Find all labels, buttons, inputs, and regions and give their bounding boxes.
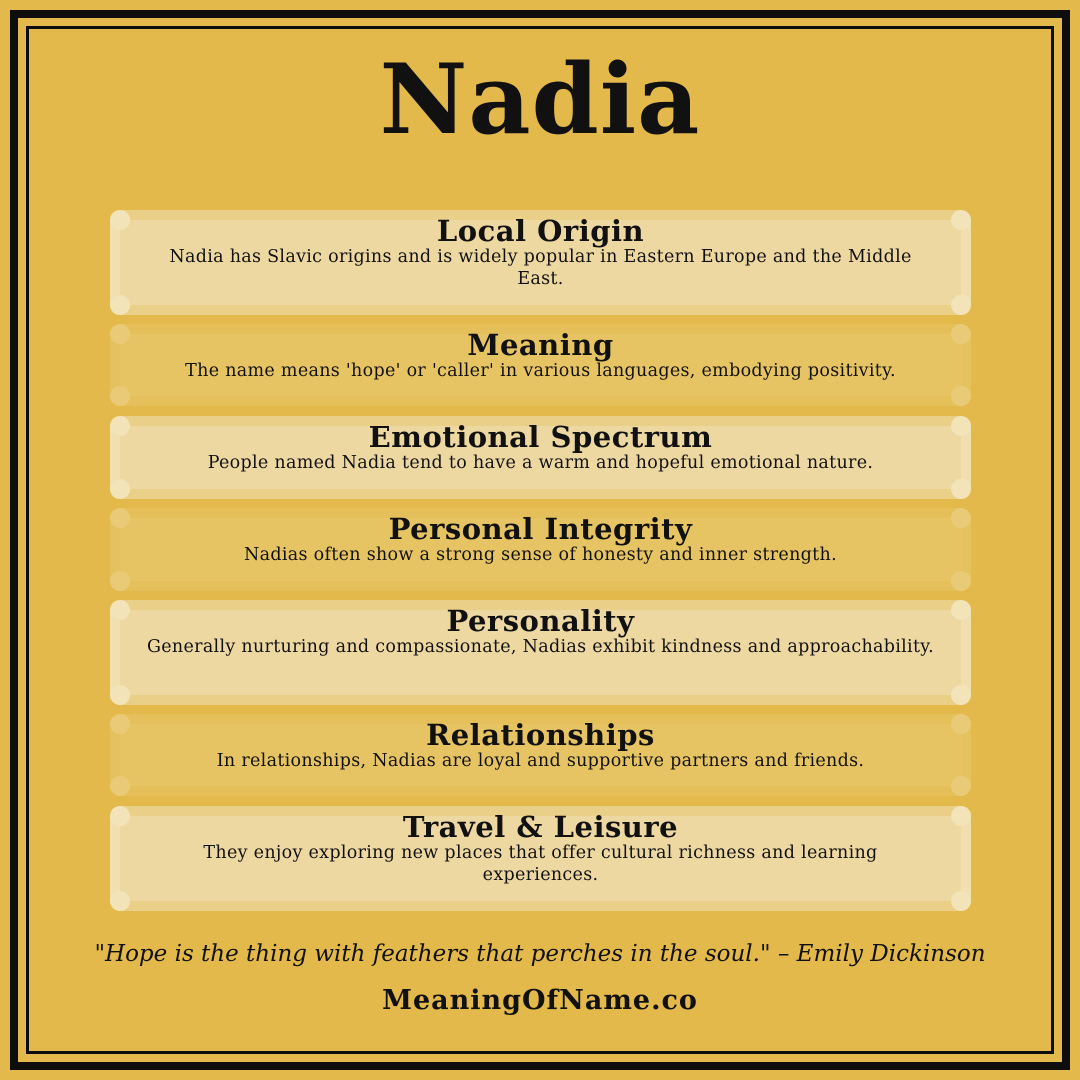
card-relationships [110,714,971,796]
card-heading: Emotional Spectrum [368,420,713,454]
card-text: Generally nurturing and compassionate, Nadias exhibit kindness and approachability. [147,637,934,657]
card-text: They enjoy exploring new places that offer cultural richness and learning experiences. [203,843,878,885]
card-local-origin [110,210,971,315]
card-heading: Travel & Leisure [402,810,679,844]
card-text: People named Nadia tend to have a warm and hopeful emotional nature. [207,453,874,473]
page-title: Nadia [379,43,701,156]
card-heading: Relationships [426,718,655,752]
card-text: The name means 'hope' or 'caller' in various languages, embodying positivity. [185,361,896,381]
card-personal-integrity [110,508,971,591]
site-name: MeaningOfName.co [382,985,698,1016]
card-heading: Personal Integrity [388,512,693,546]
card-text: Nadia has Slavic origins and is widely popular in Eastern Europe and the Middle East. [169,247,912,289]
card-meaning [110,324,971,406]
card-emotional-spectrum [110,416,971,499]
card-heading: Personality [446,604,635,638]
card-text: In relationships, Nadias are loyal and supportive partners and friends. [216,751,865,771]
card-travel-leisure [110,806,971,911]
card-heading: Meaning [467,328,614,362]
quote: "Hope is the thing with feathers that perches in the soul." – Emily Dickinson [94,941,986,967]
card-personality [110,600,971,705]
card-text: Nadias often show a strong sense of honesty and inner strength. [244,545,837,565]
card-heading: Local Origin [436,214,645,248]
